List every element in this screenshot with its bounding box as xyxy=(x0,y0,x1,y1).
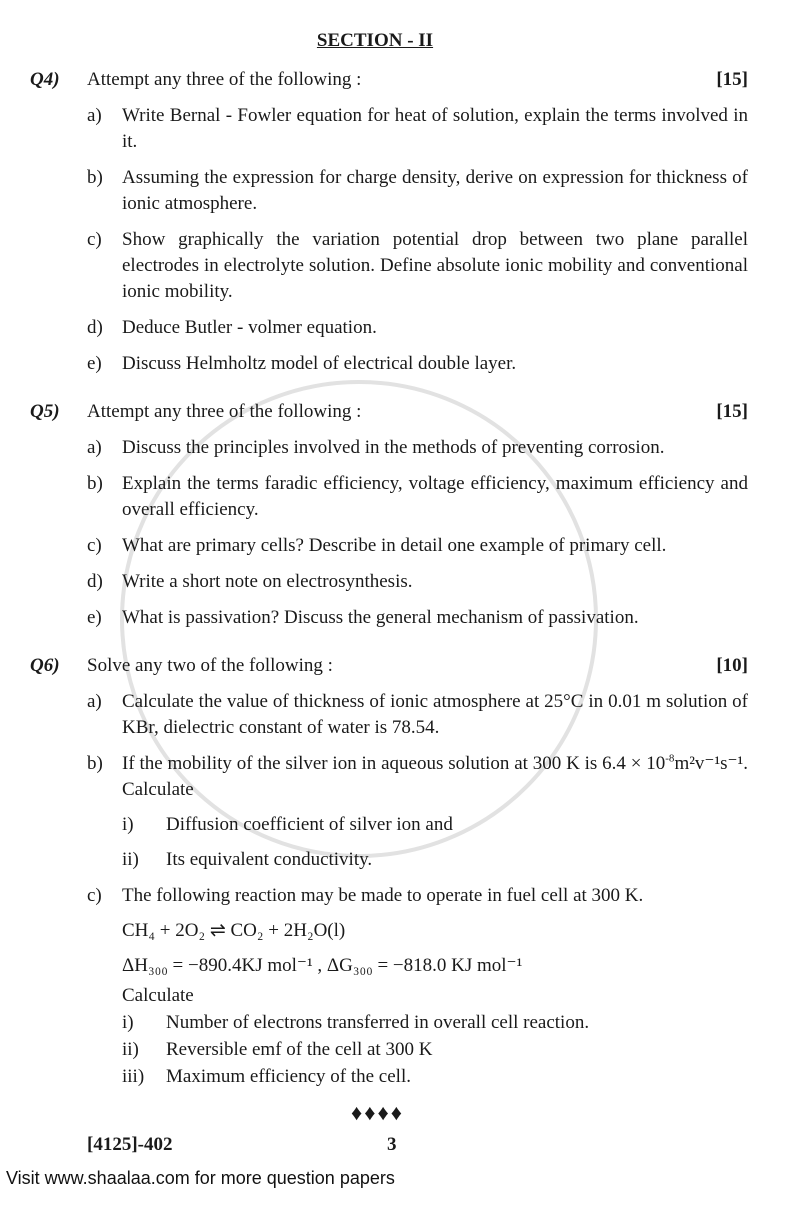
section-title: SECTION - II xyxy=(316,30,434,51)
calculate-label: Calculate xyxy=(122,985,194,1006)
question-5-header xyxy=(30,399,748,425)
item-text: What is passivation? Discuss the general mechanism of passivation. xyxy=(122,607,639,628)
sub-item-text: Number of electrons transferred in overall cell reaction. xyxy=(166,1012,590,1033)
item-label: e) xyxy=(87,353,102,374)
item-text: The following reaction may be made to operate in fuel cell at 300 K. xyxy=(122,885,644,906)
item-text: Assuming the expression for charge density, derive on expression for thickness of ionic atmosphere. xyxy=(122,167,748,214)
sub-item-label: ii) xyxy=(122,1039,139,1060)
item-label: e) xyxy=(87,607,102,628)
sub-item-label: i) xyxy=(122,1012,134,1033)
question-item xyxy=(87,165,748,217)
item-label: d) xyxy=(87,317,103,338)
page-footer xyxy=(30,1132,748,1158)
sub-item-text: Its equivalent conductivity. xyxy=(166,849,373,870)
question-item xyxy=(87,883,748,909)
item-label: d) xyxy=(87,571,103,592)
question-number: Q6) xyxy=(30,655,60,676)
item-label: b) xyxy=(87,753,103,774)
question-item xyxy=(87,315,748,341)
end-diamonds-icon: ♦♦♦♦ xyxy=(351,1100,404,1125)
question-item xyxy=(87,569,748,595)
sub-item-text: Reversible emf of the cell at 300 K xyxy=(166,1039,433,1060)
item-label: a) xyxy=(87,691,102,712)
question-item xyxy=(87,751,748,803)
sub-item xyxy=(122,812,748,838)
item-text: Show graphically the variation potential drop between two plane parallel electrodes in electrolyte solution. Define absolute ionic mobility and conventional ionic mobility. xyxy=(122,229,748,302)
item-text: Write Bernal - Fowler equation for heat of solution, explain the terms involved in it. xyxy=(122,105,748,152)
item-text: If the mobility of the silver ion in aqueous solution at 300 K is xyxy=(122,753,598,774)
item-text: Deduce Butler - volmer equation. xyxy=(122,317,377,338)
question-item xyxy=(87,227,748,305)
question-instruction: Solve any two of the following : xyxy=(87,655,333,676)
question-item xyxy=(87,533,748,559)
sub-item xyxy=(122,847,748,873)
sub-item-text: Diffusion coefficient of silver ion and xyxy=(166,814,453,835)
question-item xyxy=(87,689,748,741)
question-item xyxy=(87,435,748,461)
question-instruction: Attempt any three of the following : xyxy=(87,69,362,90)
page-number: 3 xyxy=(387,1134,397,1155)
sub-item xyxy=(122,1010,748,1036)
mobility-value: 6.4 × 10 xyxy=(602,753,666,774)
item-label: a) xyxy=(87,105,102,126)
paper-code: [4125]-402 xyxy=(87,1134,173,1155)
item-text: Discuss the principles involved in the methods of preventing corrosion. xyxy=(122,437,665,458)
question-item xyxy=(87,103,748,155)
question-marks: [15] xyxy=(716,401,748,422)
item-label: a) xyxy=(87,437,102,458)
item-text-tail: . Calculate xyxy=(122,753,749,800)
sub-item-label: iii) xyxy=(122,1066,145,1087)
question-number: Q4) xyxy=(30,69,60,90)
thermo-data: ΔH₃₀₀ = −890.4KJ mol⁻¹ , ΔG₃₀₀ = −818.0 KJ mol⁻¹ xyxy=(122,955,523,976)
question-instruction: Attempt any three of the following : xyxy=(87,401,362,422)
question-item xyxy=(87,471,748,523)
item-label: c) xyxy=(87,229,102,250)
sub-item-label: ii) xyxy=(122,849,139,870)
sub-item-text: Maximum efficiency of the cell. xyxy=(166,1066,411,1087)
mobility-unit: m²v⁻¹s⁻¹ xyxy=(674,753,744,774)
item-text: Write a short note on electrosynthesis. xyxy=(122,571,413,592)
question-6-header xyxy=(30,653,748,679)
reaction-equation: CH₄ + 2O₂ ⇌ CO₂ + 2H₂O(l) xyxy=(122,920,346,941)
item-text: Discuss Helmholtz model of electrical double layer. xyxy=(122,353,517,374)
footer-link[interactable]: Visit www.shaalaa.com for more question papers xyxy=(6,1168,395,1188)
item-text: What are primary cells? Describe in detail one example of primary cell. xyxy=(122,535,667,556)
item-label: b) xyxy=(87,167,103,188)
item-text: Calculate the value of thickness of ionic atmosphere at 25°C in 0.01 m solution of KBr, dielectric constant of water is 78.54. xyxy=(122,691,748,738)
question-marks: [15] xyxy=(716,69,748,90)
sub-item xyxy=(122,1064,748,1090)
question-number: Q5) xyxy=(30,401,60,422)
item-text: Explain the terms faradic efficiency, voltage efficiency, maximum efficiency and overall efficiency. xyxy=(122,473,748,520)
question-4-header xyxy=(30,67,748,93)
question-item xyxy=(87,605,748,631)
mobility-exponent: -8 xyxy=(665,752,675,765)
item-label: b) xyxy=(87,473,103,494)
sub-item xyxy=(122,1037,748,1063)
item-label: c) xyxy=(87,885,102,906)
item-label: c) xyxy=(87,535,102,556)
question-marks: [10] xyxy=(716,655,748,676)
question-item xyxy=(87,351,748,377)
sub-item-label: i) xyxy=(122,814,134,835)
